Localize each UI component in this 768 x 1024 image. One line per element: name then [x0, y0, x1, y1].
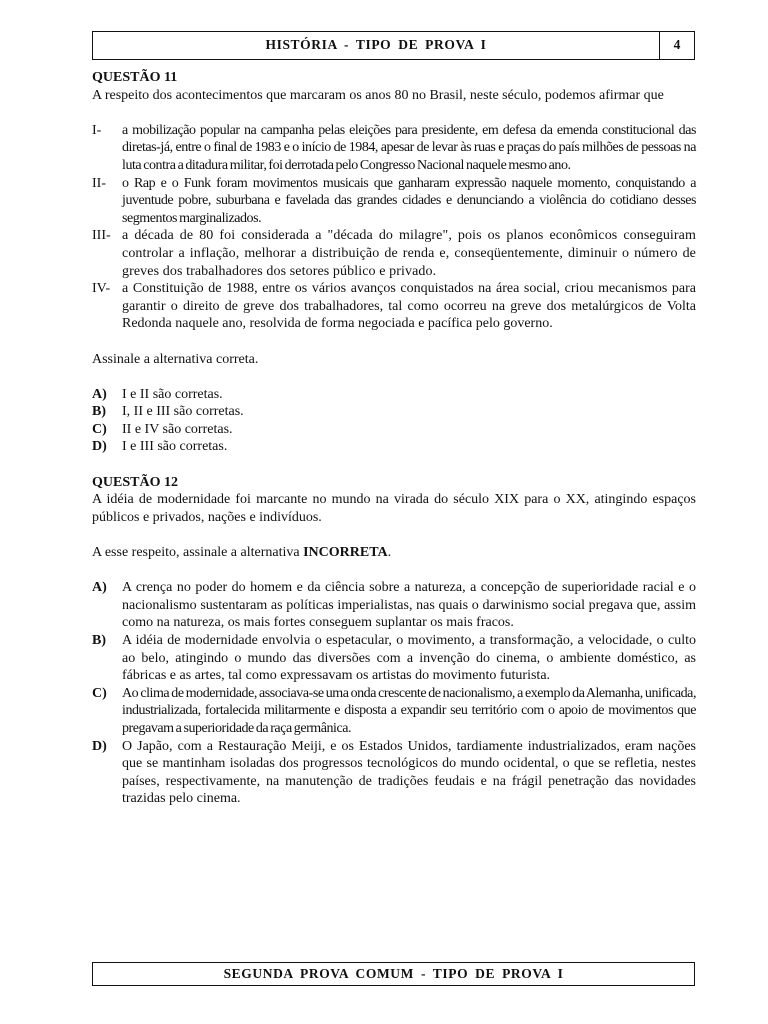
option-text: I e III são corretas. — [122, 439, 228, 455]
option-letter: D) — [92, 738, 107, 754]
option-text: O Japão, com a Restauração Meiji, e os Estados Unidos, tardiamente industrializados, eram nações que se mantinham isoladas dos progressos tecnológicos do mundo ocidental, o que se refletia, nestes países, respectivamente, na manutenção de tradições feudais e na frágil penetração das novidades trazidas pelo cinema. — [122, 738, 696, 807]
option-text: Ao clima de modernidade, associava-se uma onda crescente de nacionalismo, a exemplo da Alemanha, unificada, industrializada, fortalecida militarmente e disposta a expandir seu território com o apoio de movimentos que pregavam a superioridade da raça germânica. — [122, 685, 696, 736]
answer-option — [92, 403, 696, 421]
question-12-title: QUESTÃO 12 — [92, 474, 178, 490]
option-text: A crença no poder do homem e da ciência sobre a natureza, a concepção de superioridade racial e o nacionalismo sustentaram as políticas imperialistas, nas quais o darwinismo social pregava que, assim como na natureza, os mais fortes conseguem suplantar os mais fracos. — [122, 580, 696, 631]
answer-option — [92, 685, 696, 738]
question-11-item — [92, 227, 696, 280]
option-text: I e II são corretas. — [122, 386, 223, 402]
page-content — [92, 69, 696, 808]
option-letter: A) — [92, 580, 107, 596]
answer-option — [92, 421, 696, 439]
option-letter: C) — [92, 421, 107, 437]
item-marker: III- — [92, 228, 111, 244]
question-12-stem: A idéia de modernidade foi marcante no mundo na virada do século XIX para o XX, atingindo espaços públicos e privados, nações e indivíduos. — [92, 492, 696, 525]
item-text: a Constituição de 1988, entre os vários avanços conquistados na área social, criou mecanismos para garantir o direito de greve dos trabalhadores, tal como ocorreu na greve dos metalúrgicos de Volta Redonda naquele ano, resolvida de forma negociada e pacífica pelo governo. — [122, 281, 696, 332]
answer-option — [92, 386, 696, 404]
page-footer: SEGUNDA PROVA COMUM - TIPO DE PROVA I — [92, 962, 695, 986]
page-number: 4 — [659, 32, 694, 59]
item-marker: IV- — [92, 281, 111, 297]
header-title: HISTÓRIA - TIPO DE PROVA I — [265, 37, 487, 52]
instruction-suffix: . — [387, 545, 392, 561]
instruction-emphasis: INCORRETA — [303, 545, 388, 561]
item-marker: I- — [92, 122, 102, 138]
option-letter: B) — [92, 633, 106, 648]
option-text: I, II e III são corretas. — [122, 404, 244, 420]
option-letter: D) — [92, 439, 107, 455]
answer-option — [92, 579, 696, 632]
option-letter: C) — [92, 685, 107, 701]
option-letter: A) — [92, 386, 107, 402]
question-12-instruction — [92, 544, 696, 562]
question-11-stem: A respeito dos acontecimentos que marcaram os anos 80 no Brasil, neste século, podemos afirmar que — [92, 87, 664, 103]
item-marker: II- — [92, 175, 106, 191]
question-11-item — [92, 280, 696, 333]
answer-option — [92, 738, 696, 808]
question-11-item — [92, 122, 696, 175]
item-text: a mobilização popular na campanha pelas eleições para presidente, em defesa da emenda constitucional das diretas-já, entre o final de 1983 e o início de 1984, apesar de levar às ruas e praças do país milhões de pessoas na luta contra a ditadura militar, foi derrotada pelo Congresso Nacional naquele mesmo ano. — [122, 122, 696, 173]
option-text: A idéia de modernidade envolvia o espetacular, o movimento, a transformação, a velocidade, o culto ao belo, atingindo o mundo das diversões com a invenção do cinema, o ambiente doméstico, as fábricas e as artes, tal como expressavam os artistas do movimento futurista. — [122, 633, 696, 684]
item-text: a década de 80 foi considerada a "década do milagre", pois os planos econômicos conseguiram controlar a inflação, melhorar a distribuição de renda e, conseqüentemente, diminuir o número de greves dos trabalhadores dos setores público e privado. — [122, 228, 696, 279]
page-header — [92, 31, 695, 60]
question-11-item — [92, 175, 696, 228]
instruction-prefix: A esse respeito, assinale a alternativa — [92, 545, 304, 561]
answer-option — [92, 632, 696, 685]
option-text: II e IV são corretas. — [122, 421, 233, 437]
question-11-title: QUESTÃO 11 — [92, 70, 178, 85]
item-text: o Rap e o Funk foram movimentos musicais que ganharam expressão naquele momento, conquistando a juventude pobre, suburbana e favelada das grandes cidades e denunciando a violência do cotidiano desses segmentos marginalizados. — [122, 175, 696, 226]
answer-option — [92, 438, 696, 456]
option-letter: B) — [92, 404, 106, 420]
question-11-instruction: Assinale a alternativa correta. — [92, 351, 259, 367]
